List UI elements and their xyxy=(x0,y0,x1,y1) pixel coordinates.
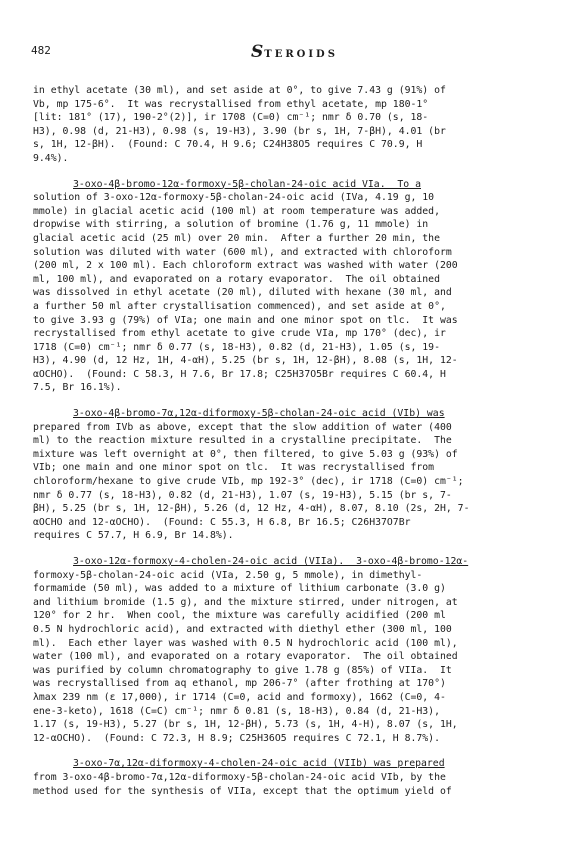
text-line: was recrystallised from aq ethanol, mp 206-7° (after frothing at 170°) xyxy=(33,678,446,690)
journal-title-rest: TEROIDS xyxy=(264,49,338,60)
text-line: βH), 5.25 (br s, 1H, 12-βH), 5.26 (d, 12 Hz, 4-αH), 8.07, 8.10 (2s, 2H, 7- xyxy=(33,503,470,515)
text-line: formoxy-5β-cholan-24-oic acid (VIa, 2.50 g, 5 mmole), in dimethyl- xyxy=(33,569,423,581)
text-line: dropwise with stirring, a solution of bromine (1.76 g, 11 mmole) in xyxy=(33,219,429,231)
text-line: 7.5, Br 16.1%). xyxy=(33,382,122,394)
text-line: glacial acetic acid (25 ml) over 20 min. After a further 20 min, the xyxy=(33,232,440,244)
text-line: was purified by column chromatography to give 1.78 g (85%) of VIIa. It xyxy=(33,664,452,676)
page-number: 482 xyxy=(31,44,51,57)
text-line: a further 50 ml after crystallisation commenced), and set aside at 0°, xyxy=(33,300,446,312)
section-heading-line: 3-oxo-7α,12α-diformoxy-4-cholen-24-oic acid (VIIb) was prepared xyxy=(73,758,445,770)
text-line: nmr δ 0.77 (s, 18-H3), 0.82 (d, 21-H3), 1.07 (s, 19-H3), 5.15 (br s, 7- xyxy=(33,489,452,501)
paragraph-2 xyxy=(33,178,551,396)
paragraph-3 xyxy=(33,407,551,543)
text-line: mixture was left overnight at 0°, then filtered, to give 5.03 g (93%) of xyxy=(33,448,458,460)
paragraph-4 xyxy=(33,555,551,745)
text-line: VIb; one main and one minor spot on tlc. It was recrystallised from xyxy=(33,462,435,474)
text-line: solution of 3-oxo-12α-formoxy-5β-cholan-24-oic acid (IVa, 4.19 g, 10 xyxy=(33,192,435,204)
text-line: prepared from IVb as above, except that the slow addition of water (400 xyxy=(33,421,452,433)
text-line: 1.17 (s, 19-H3), 5.27 (br s, 1H, 12-βH), 5.73 (s, 1H, 4-H), 8.07 (s, 1H, xyxy=(33,719,458,731)
journal-title xyxy=(251,42,338,62)
text-line: 12-αOCHO). (Found: C 72.3, H 8.9; C25H36O5 requires C 72.1, H 8.7%). xyxy=(33,732,440,744)
text-line: mmole) in glacial acetic acid (100 ml) at room temperature was added, xyxy=(33,205,440,217)
text-line: 9.4%). xyxy=(33,152,69,164)
text-line: formamide (50 ml), was added to a mixture of lithium carbonate (3.0 g) xyxy=(33,583,446,595)
text-line: 0.5 N hydrochloric acid), and extracted with diethyl ether (300 ml, 100 xyxy=(33,623,452,635)
text-line: was dissolved in ethyl acetate (20 ml), diluted with hexane (30 ml, and xyxy=(33,287,452,299)
text-line: ml) to the reaction mixture resulted in a crystalline precipitate. The xyxy=(33,435,452,447)
journal-title-initial: S xyxy=(251,42,265,62)
text-line: ml, 100 ml), and evaporated on a rotary evaporator. The oil obtained xyxy=(33,273,440,285)
text-line: H3), 0.98 (d, 21-H3), 0.98 (s, 19-H3), 3.90 (br s, 1H, 7-βH), 4.01 (br xyxy=(33,125,446,137)
section-heading-line: 3-oxo-12α-formoxy-4-cholen-24-oic acid (VIIa). 3-oxo-4β-bromo-12α- xyxy=(73,556,469,567)
text-line: s, 1H, 12-βH). (Found: C 70.4, H 9.6; C24H38O5 requires C 70.9, H xyxy=(33,139,423,151)
article-body xyxy=(33,84,551,798)
text-line: in ethyl acetate (30 ml), and set aside at 0°, to give 7.43 g (91%) of xyxy=(33,85,446,96)
text-line: from 3-oxo-4β-bromo-7α,12α-diformoxy-5β-cholan-24-oic acid VIb, by the xyxy=(33,771,446,783)
text-line: and lithium bromide (1.5 g), and the mixture stirred, under nitrogen, at xyxy=(33,596,458,608)
text-line: ml). Each ether layer was washed with 0.5 N hydrochloric acid (100 ml), xyxy=(33,637,458,649)
text-line: ene-3-keto), 1618 (C=C) cm⁻¹; nmr δ 0.81 (s, 18-H3), 0.84 (d, 21-H3), xyxy=(33,705,440,717)
text-line: water (100 ml), and evaporated on a rotary evaporator. The oil obtained xyxy=(33,651,458,663)
text-line: requires C 57.7, H 6.9, Br 14.8%). xyxy=(33,530,234,542)
text-line: method used for the synthesis of VIIa, except that the optimum yield of xyxy=(33,785,452,797)
paragraph-5 xyxy=(33,757,551,798)
text-line: 120° for 2 hr. When cool, the mixture was carefully acidified (200 ml xyxy=(33,610,446,622)
text-line: chloroform/hexane to give crude VIb, mp 192-3° (dec), ir 1718 (C=0) cm⁻¹; xyxy=(33,476,464,488)
text-line: to give 3.93 g (79%) of VIa; one main and one minor spot on tlc. It was xyxy=(33,314,458,326)
text-line: [lit: 181° (17), 190-2°(2)], ir 1708 (C=0) cm⁻¹; nmr δ 0.70 (s, 18- xyxy=(33,112,429,124)
section-heading-line: 3-oxo-4β-bromo-7α,12α-diformoxy-5β-cholan-24-oic acid (VIb) was xyxy=(73,408,445,420)
text-line: λmax 239 nm (ε 17,000), ir 1714 (C=0, acid and formoxy), 1662 (C=0, 4- xyxy=(33,691,446,703)
section-heading-line: 3-oxo-4β-bromo-12α-formoxy-5β-cholan-24-oic acid VIa. To a xyxy=(73,178,421,190)
paragraph-1 xyxy=(33,84,551,166)
text-line: αOCHO and 12-αOCHO). (Found: C 55.3, H 6.8, Br 16.5; C26H37O7Br xyxy=(33,516,411,528)
text-line: αOCHO). (Found: C 58.3, H 7.6, Br 17.8; C25H37O5Br requires C 60.4, H xyxy=(33,368,446,380)
text-line: Vb, mp 175-6°. It was recrystallised from ethyl acetate, mp 180-1° xyxy=(33,98,429,110)
text-line: recrystallised from ethyl acetate to give crude VIa, mp 170° (dec), ir xyxy=(33,328,446,340)
text-line: 1718 (C=0) cm⁻¹; nmr δ 0.77 (s, 18-H3), 0.82 (d, 21-H3), 1.05 (s, 19- xyxy=(33,341,440,353)
text-line: (200 ml, 2 x 100 ml). Each chloroform extract was washed with water (200 xyxy=(33,260,458,272)
text-line: H3), 4.90 (d, 12 Hz, 1H, 4-αH), 5.25 (br s, 1H, 12-βH), 8.08 (s, 1H, 12- xyxy=(33,355,458,367)
text-line: solution was diluted with water (600 ml), and extracted with chloroform xyxy=(33,246,452,258)
page-header xyxy=(31,42,536,62)
